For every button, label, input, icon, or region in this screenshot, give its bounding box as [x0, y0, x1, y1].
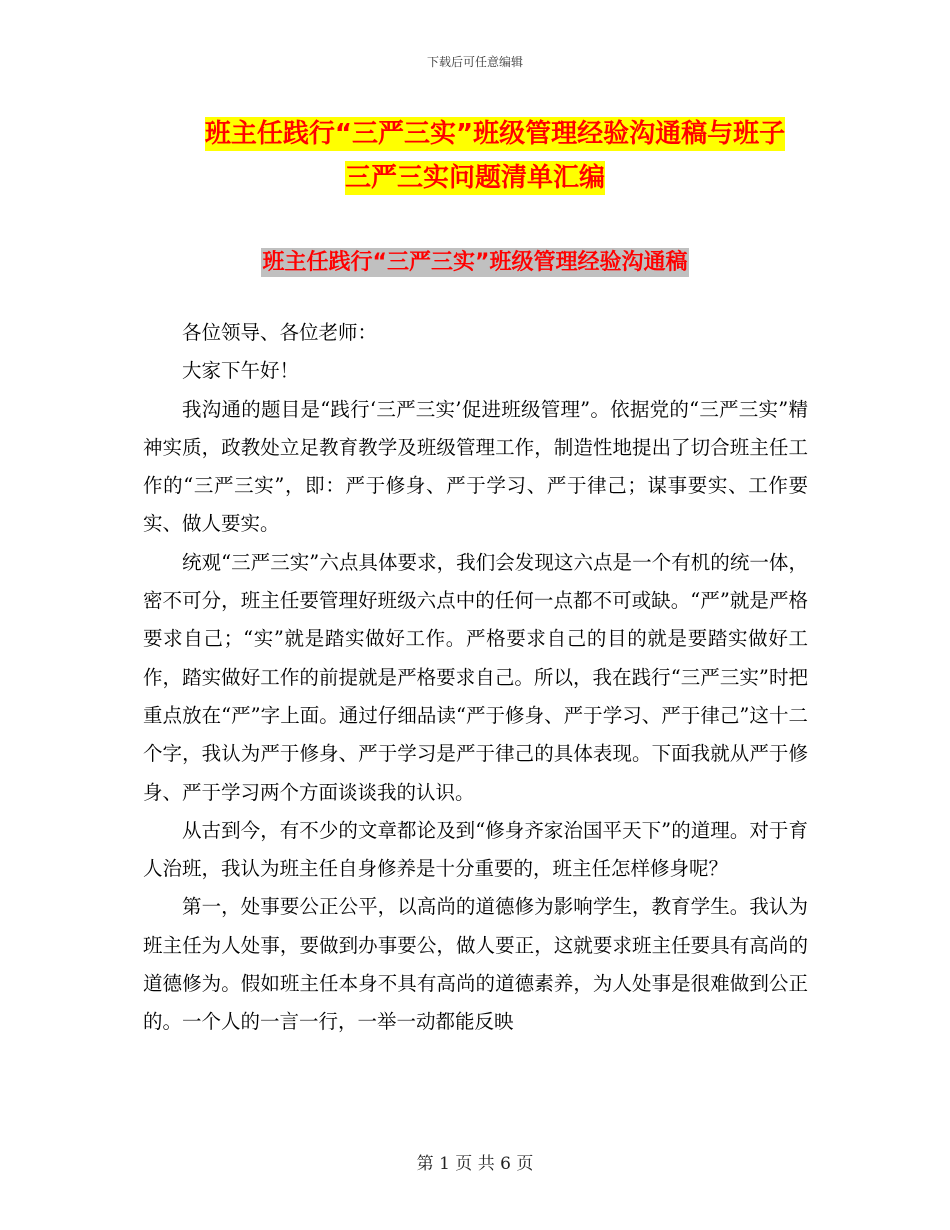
greeting-paragraph: 各位领导、各位老师： — [182, 321, 378, 344]
body-paragraph: 从古到今，有不少的文章都论及到“修身齐家治国平天下”的道理。对于育人治班，我认为班主任自身修养是十分重要的，班主任怎样修身呢？ — [143, 818, 808, 881]
title-line-2: 三严三实问题清单汇编 — [344, 163, 605, 193]
title-line-1: 班主任践行“三严三实”班级管理经验沟通稿与班子 — [204, 119, 786, 149]
page-header: 下载后可任意编辑 — [426, 55, 523, 69]
section-title-text: 班主任践行“三严三实”班级管理经验沟通稿 — [262, 250, 688, 275]
body-paragraph: 我沟通的题目是“践行‘三严三实’促进班级管理”。依据党的“三严三实”精神实质，政教处立足教育教学及班级管理工作，制造性地提出了切合班主任工作的“三严三实”，即：严于修身、严于学习、严于律己；谋事要实、工作要实、做人要实。 — [143, 397, 808, 536]
body-paragraph: 第一，处事要公正公平，以高尚的道德修为影响学生，教育学生。我认为班主任为人处事，要做到办事要公，做人要正，这就要求班主任要具有高尚的道德修为。假如班主任本身不具有高尚的道德素养，为人处事是很难做到公正的。一个人的一言一行，一举一动都能反映 — [143, 895, 808, 1034]
document-title — [0, 112, 950, 200]
body-paragraph: 统观“三严三实”六点具体要求，我们会发现这六点是一个有机的统一体，密不可分，班主任要管理好班级六点中的任何一点都不可或缺。“严”就是严格要求自己；“实”就是踏实做好工作。严格要求自己的目的就是要踏实做好工作，踏实做好工作的前提就是严格要求自己。所以，我在践行“三严三实”时把重点放在“严”字上面。通过仔细品读“严于修身、严于学习、严于律己”这十二个字，我认为严于修身、严于学习是严于律己的具体表现。下面我就从严于修身、严于学习两个方面谈谈我的认识。 — [143, 550, 808, 804]
document-body — [143, 314, 808, 1042]
section-title — [0, 245, 950, 281]
page-footer: 第 1 页 共 6 页 — [416, 1154, 534, 1174]
salutation-paragraph: 大家下午好！ — [182, 359, 300, 383]
